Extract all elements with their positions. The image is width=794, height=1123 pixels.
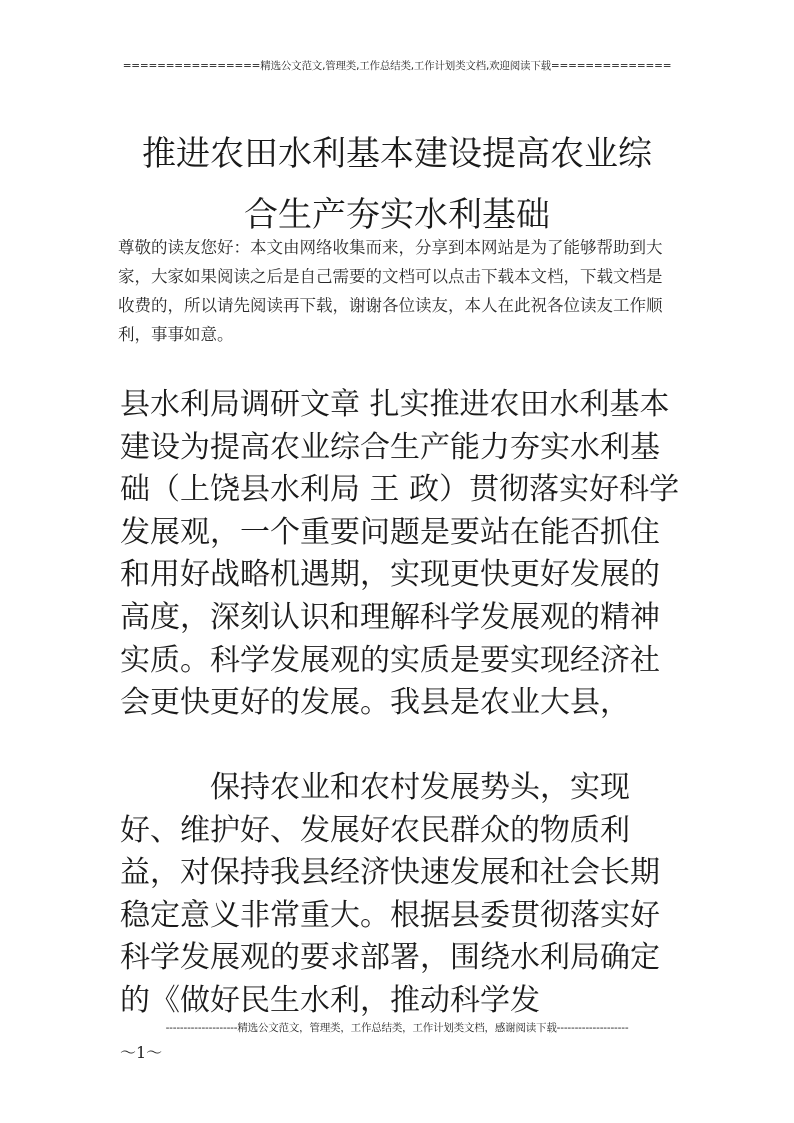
reader-notice: 尊敬的读友您好：本文由网络收集而来，分享到本网站是为了能够帮助到大家，大家如果阅读之后是自己需要的文档可以点击下载本文档，下载文档是收费的，所以请先阅读再下载，谢谢各位读友，本人在此祝各位读友工作顺利，事事如意。 bbox=[118, 238, 663, 344]
header-banner: ================精选公文范文,管理类,工作总结类,工作计划类文档,欢迎阅读下载============== bbox=[122, 60, 672, 72]
body-paragraph-1: 县水利局调研文章 扎实推进农田水利基本建设为提高农业综合生产能力夯实水利基础（上饶县水利局 王 政）贯彻落实好科学发展观，一个重要问题是要站在能否抓住和用好战略机遇期，实现更快更好发展的高度，深刻认识和理解科学发展观的精神实质。科学发展观的实质是要实现经济社会更快更好的发展。我县是农业大县， bbox=[120, 387, 680, 721]
page-number: ～1～ bbox=[120, 1043, 163, 1062]
title-line-2: 合生产夯实水利基础 bbox=[244, 194, 550, 235]
footer-banner: --------------------精选公文范文，管理类，工作总结类，工作计划类文档，感谢阅读下载-------------------- bbox=[165, 1022, 629, 1034]
body-paragraph-2: 保持农业和农村发展势头，实现好、维护好、发展好农民群众的物质利益，对保持我县经济快速发展和社会长期稳定意义非常重大。根据县委贯彻落实好科学发展观的要求部署，围绕水利局确定的《做好民生水利，推动科学发 bbox=[120, 770, 660, 1018]
title-line-1: 推进农田水利基本建设提高农业综 bbox=[142, 133, 652, 174]
